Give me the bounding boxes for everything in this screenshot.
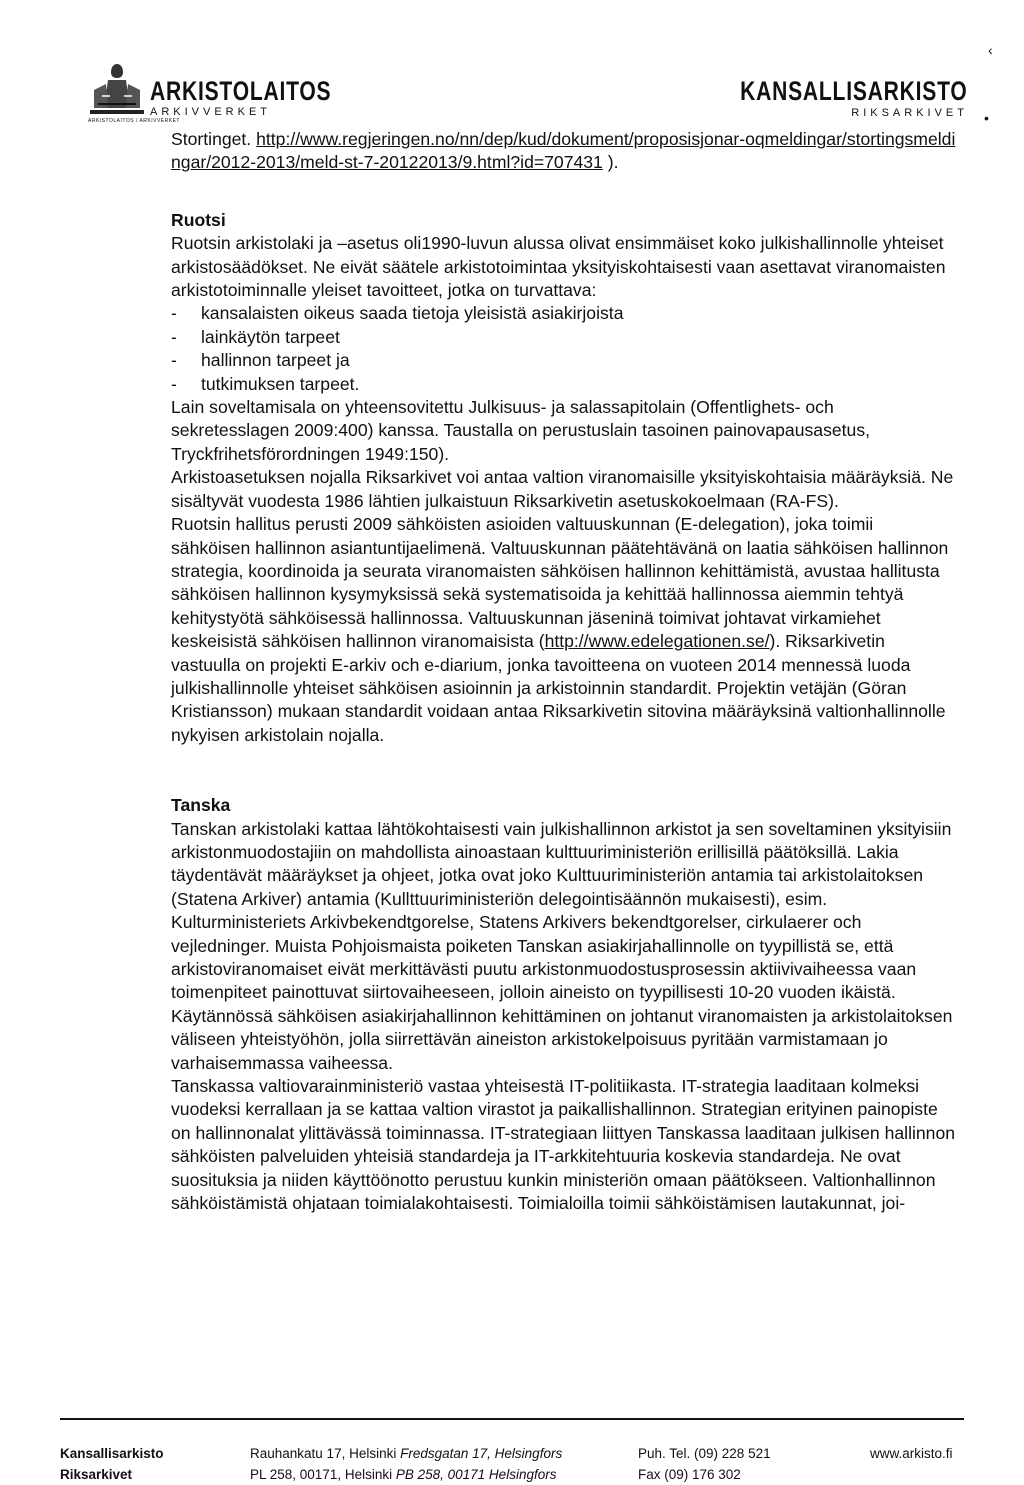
footer-org (60, 1443, 164, 1485)
footer-fax: Fax (09) 176 302 (638, 1467, 741, 1482)
tanska-paragraph: Tanskassa valtiovarainministeriö vastaa yhteisestä IT-politiikasta. IT-strategia laaditaan kolmeksi vuodeksi kerrallaan ja se kattaa valtion virastot ja paikallishallinnon. Strategian erityinen painopiste on hallinnonalat ylittävässä toiminnassa. IT-strategiaan liittyen Tanskassa laaditaan julkisen hallinnon sähköisten palveluiden yhteisiä standardeja ja IT-arkkitehtuuria koskevia standardeja. Ne ovat suosituksia ja niiden käyttöönotto perustuu kunkin ministeriön omaan päätökseen. Valtionhallinnon sähköistämistä ohjataan toimialakohtaisesti. Toimialoilla toimii sähköistämisen lautakunnat, joi- (171, 1076, 956, 1214)
footer-website (870, 1443, 953, 1464)
scan-mark: ‹ (988, 42, 993, 58)
org-name-finnish: ARKISTOLAITOS (150, 76, 332, 106)
section-title-ruotsi: Ruotsi (171, 209, 226, 230)
national-archive-name: KANSALLISARKISTO (740, 76, 968, 106)
list-item: - tutkimuksen tarpeet. (171, 373, 956, 396)
seal-caption: ARKISTOLAITOS / ARKIVVERKET (88, 118, 180, 124)
intro-text: Stortinget. (171, 129, 252, 149)
tanska-paragraph: Tanskan arkistolaki kattaa lähtökohtaisesti vain julkishallinnon arkistot ja sen soveltaminen yksityisiin arkistonmuodostajiin on mahdollista ainoastaan kulttuuriministeriön erillisillä päätöksillä. Lakia täydentävät määräykset ja ohjeet, jotka ovat joko Kulttuuriministeriön antamia tai arkistolaitoksen (Statena Arkiver) antamia (Kullttuuriministeriön delegointisäännön mukaisesti), esim. Kulturministeriets Arkivbekendtgorelse, Statens Arkivers bekendtgorelser, cirkulaerer och vejledninger. Muista Pohjoismaista poiketen Tanskan asiakirjahallinnolle on tyypillistä se, että arkistoviranomaiset eivät merkittävästi puutu arkistonmuodostusprosessin aktiivivaiheessa vaan toimenpiteet painottuvat siirtovaiheeseen, jolloin aineisto on tyypillisesti 10-20 vuoden ikäistä. Käytännössä sähköisen asiakirjahallinnon kehittäminen on johtanut viranomaisten ja arkistolaitoksen väliseen yhteistyöhön, jolla siirrettävän aineiston arkistokelpoisuus pyritään varmistamaan jo varhaisemmassa vaiheessa. (171, 818, 953, 1073)
national-archive-swedish: RIKSARKIVET (851, 107, 968, 119)
edelegationen-link[interactable]: http://www.edelegationen.se/ (544, 631, 770, 652)
footer-postal-address: PL 258, 00171, Helsinki PB 258, 00171 Helsingfors (250, 1467, 557, 1482)
scan-mark: • (984, 110, 989, 126)
ruotsi-paragraph-part: Ruotsin hallitus perusti 2009 sähköisten asioiden valtuuskunnan (E-delegation), joka toimii sähköisen hallinnon asiantuntijaelimenä. Valtuuskunnan päätehtävänä on laatia sähköisen hallinnon strategia, koordinoida ja seurata viranomaisten sähköisen hallinnon kehittämistä, avustaa hallitusta sähköisen hallinnon kysymyksissä sekä systematisoida ja kehittää hallinnossa aiemmin tehtyä kehitystyötä sähköisessä hallinnossa. Valtuuskunnan jäseninä toimivat johtavat virkamiehet keskeisistä sähköisen hallinnon viranomaisista ( (171, 514, 949, 652)
ruotsi-paragraph-part: ). Riksarkivetin vastuulla on projekti E-arkiv och e-diarium, jonka tavoitteena on vuoteen 2014 mennessä luoda julkishallinnolle yhteiset sähköisen asioinnin ja arkistoinnin standardit. Projektin vetäjän (Göran Kristiansson) mukaan standardit voidaan antaa Riksarkivetin sitovina määräyksinä valtionhallinnolle nykyisen arkistolain nojalla. (171, 631, 946, 745)
regjeringen-link[interactable]: http://www.regjeringen.no/nn/dep/kud/dokument/proposisjonar-oqmeldingar/stortingsmeldingar/2012-2013/meld-st-7-20122013/9.html?id=707431 (171, 129, 956, 173)
ruotsi-paragraph: Lain soveltamisala on yhteensovitettu Julkisuus- ja salassapitolain (Offentlighets- och sekretesslagen 2009:400) kanssa. Taustalla on perustuslain tasoinen painovapausasetus, Tryckfrihetsförordningen 1949:150). (171, 397, 871, 464)
section-title-tanska: Tanska (171, 795, 231, 816)
org-name-swedish: ARKIVVERKET (150, 106, 272, 118)
footer-phone: Puh. Tel. (09) 228 521 (638, 1446, 771, 1461)
ruotsi-list (171, 302, 956, 396)
list-item: - hallinnon tarpeet ja (171, 349, 956, 372)
intro-citation (171, 128, 956, 175)
archive-seal-icon (88, 60, 146, 118)
ruotsi-paragraph: Arkistoasetuksen nojalla Riksarkivet voi antaa valtion viranomaisille yksityiskohtaisia määräyksiä. Ne sisältyvät vuodesta 1986 lähtien julkaistuun Riksarkivetin asetuskokoelmaan (RA-FS). (171, 467, 954, 511)
document-body (171, 128, 956, 1215)
footer-address (250, 1443, 562, 1485)
footer-divider (60, 1418, 964, 1420)
list-item: - lainkäytön tarpeet (171, 326, 956, 349)
footer-street-address: Rauhankatu 17, Helsinki Fredsgatan 17, Helsingfors (250, 1446, 563, 1461)
list-item: - kansalaisten oikeus saada tietoja yleisistä asiakirjoista (171, 302, 956, 325)
ruotsi-paragraph: Ruotsin arkistolaki ja –asetus oli1990-luvun alussa olivat ensimmäiset koko julkishallinnolle yhteiset arkistosäädökset. Ne eivät säätele arkistotoimintaa yksityiskohtaisesti vaan asettavat viranomaisten arkistotoiminnalle yleiset tavoitteet, jotka on turvattava: (171, 233, 946, 301)
intro-tail: ). (602, 152, 619, 173)
letterhead-right (676, 76, 968, 119)
letterhead (88, 56, 968, 126)
footer-web-link[interactable]: www.arkisto.fi (870, 1446, 953, 1461)
footer-org-swedish: Riksarkivet (60, 1467, 133, 1482)
ruotsi-paragraph (171, 513, 956, 747)
footer-contact (638, 1443, 771, 1485)
footer-org-finnish: Kansallisarkisto (60, 1446, 164, 1461)
